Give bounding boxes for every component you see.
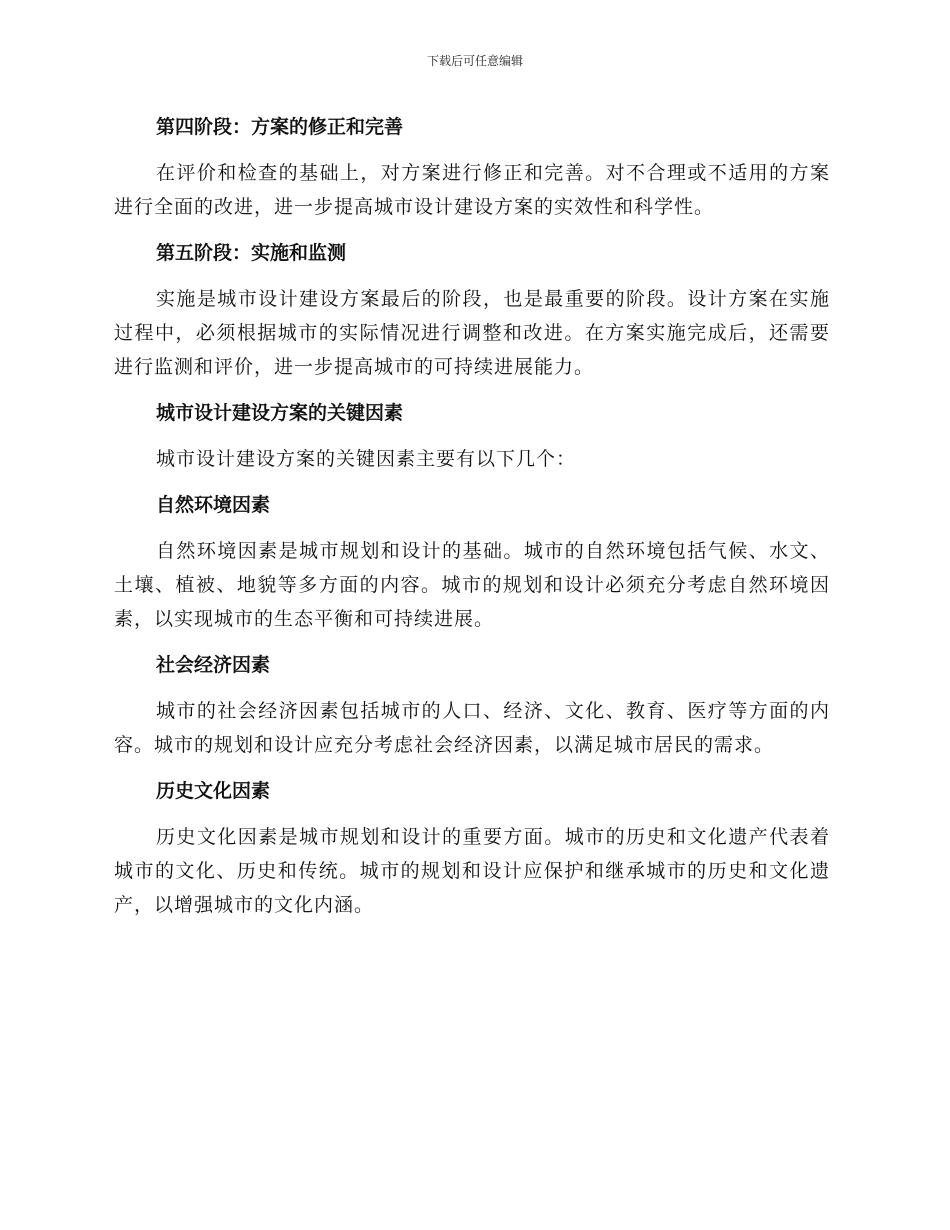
section-paragraph-history-culture: 历史文化因素是城市规划和设计的重要方面。城市的历史和文化遗产代表着城市的文化、历史和传统。城市的规划和设计应保护和继承城市的历史和文化遗产，以增强城市的文化内涵。 (114, 826, 830, 916)
document-body (114, 110, 830, 922)
section-heading-socio-economic: 社会经济因素 (156, 654, 271, 676)
section-paragraph-key-factors: 城市设计建设方案的关键因素主要有以下几个： (156, 448, 577, 470)
section-heading-key-factors: 城市设计建设方案的关键因素 (156, 402, 404, 424)
section-heading-history-culture: 历史文化因素 (156, 780, 271, 802)
section-paragraph-stage-five: 实施是城市设计建设方案最后的阶段，也是最重要的阶段。设计方案在实施过程中，必须根据城市的实际情况进行调整和改进。在方案实施完成后，还需要进行监测和评价，进一步提高城市的可持续进展能力。 (114, 288, 830, 378)
section-paragraph-socio-economic: 城市的社会经济因素包括城市的人口、经济、文化、教育、医疗等方面的内容。城市的规划和设计应充分考虑社会经济因素，以满足城市居民的需求。 (114, 700, 830, 756)
section-paragraph-natural-environment: 自然环境因素是城市规划和设计的基础。城市的自然环境包括气候、水文、土壤、植被、地貌等多方面的内容。城市的规划和设计必须充分考虑自然环境因素，以实现城市的生态平衡和可持续进展。 (114, 540, 830, 630)
section-heading-stage-four: 第四阶段：方案的修正和完善 (156, 116, 404, 138)
section-heading-natural-environment: 自然环境因素 (156, 494, 271, 516)
section-heading-stage-five: 第五阶段：实施和监测 (156, 242, 347, 264)
page-header: 下载后可任意编辑 (426, 54, 523, 68)
section-paragraph-stage-four: 在评价和检查的基础上，对方案进行修正和完善。对不合理或不适用的方案进行全面的改进，进一步提高城市设计建设方案的实效性和科学性。 (114, 162, 830, 218)
